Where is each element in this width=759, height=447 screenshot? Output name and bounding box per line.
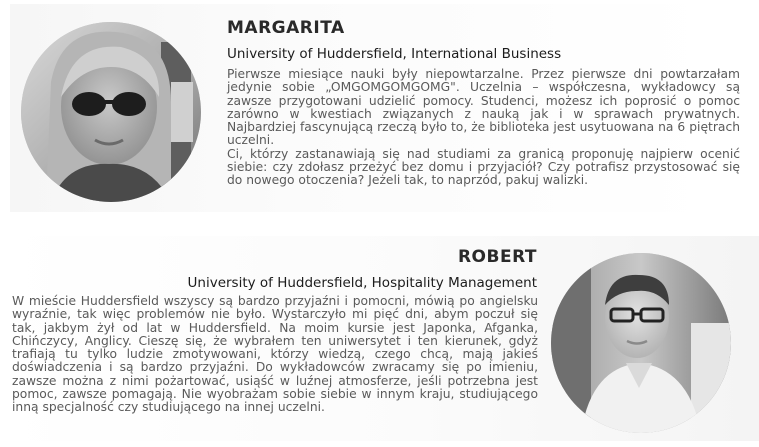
testimonial-paragraph: Ci, którzy zastanawiają się nad studiami za granicą proponuję najpierw ocenić siebie: czy zdołasz przeżyć bez domu i przyjaciół? Czy potrafisz przystosować się do nowego otoczenia? Jeżeli tak, to naprzód, pakuj walizki. <box>227 146 740 188</box>
margarita-portrait-image <box>21 22 201 202</box>
robert-portrait-image <box>551 253 731 433</box>
profile-testimonial <box>227 68 740 188</box>
profile-university: University of Huddersfield, Hospitality Management <box>187 275 537 291</box>
testimonial-paragraph: Pierwsze miesiące nauki były niepowtarzalne. Przez pierwsze dni powtarzałam jedynie sobie „OMGOMGOMGOMG". Uczelnia – współczesna, wykładowcy są zawsze przygotowani udzielić pomocy. Studenci, możesz ich poprosić o pomoc zarówno w kwestiach związanych z nauką jak i w sprawach prywatnych. Najbardziej fascynującą rzeczą było to, że biblioteka jest usytuowana na 6 piętrach uczelni. <box>227 67 740 148</box>
testimonial-paragraph: W mieście Huddersfield wszyscy są bardzo przyjaźni i pomocni, mówią po angielsku wyraźnie, tak więc problemów nie było. Wystarczyło mi pięć dni, abym poczuł się tak, jakbym żył od lat w Huddersfield. Na moim kursie jest Japonka, Afganka, Chińczycy, Anglicy. Cieszę się, że wybrałem ten uniwersytet i ten kierunek, gdyż trafiają tu tylko ludzie zmotywowani, którzy wiedzą, czego chcą, mają jakieś doświadczenia i są bardzo przyjaźni. Do wykładowców zwracamy się po imieniu, zawsze można z nimi pożartować, usiąść w luźnej atmosferze, jeśli potrzebna jest pomoc, zawsze pomagają. Nie wyobrażam sobie siebie w innym kraju, studiującego inną specjalność czy studiującego na innej uczelni. <box>12 294 538 415</box>
profile-name: MARGARITA <box>227 18 345 38</box>
margarita-photo <box>21 22 201 202</box>
profile-university: University of Huddersfield, International Business <box>227 46 562 62</box>
robert-photo <box>551 253 731 433</box>
profile-testimonial <box>12 295 538 415</box>
profile-name: ROBERT <box>457 247 537 267</box>
